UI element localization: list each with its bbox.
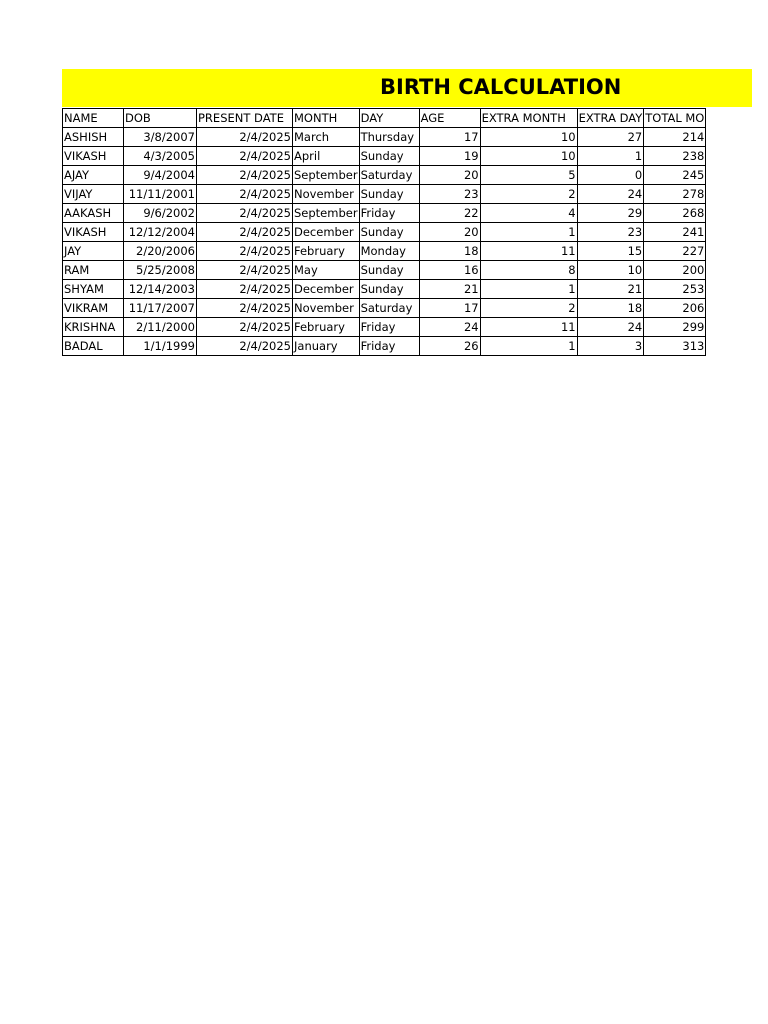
cell-extra-month[interactable]: 11 xyxy=(480,242,577,261)
cell-month[interactable]: September xyxy=(293,204,360,223)
cell-month[interactable]: February xyxy=(293,318,360,337)
table-row xyxy=(63,261,706,280)
cell-age[interactable]: 23 xyxy=(419,185,480,204)
table-row xyxy=(63,147,706,166)
cell-total-months[interactable]: 238 xyxy=(644,147,706,166)
cell-day[interactable]: Sunday xyxy=(359,261,419,280)
cell-age[interactable]: 17 xyxy=(419,128,480,147)
birth-table xyxy=(62,108,706,356)
cell-extra-month[interactable]: 8 xyxy=(480,261,577,280)
cell-extra-month[interactable]: 1 xyxy=(480,337,577,356)
table-row xyxy=(63,223,706,242)
cell-total-months[interactable]: 206 xyxy=(644,299,706,318)
header-row xyxy=(63,109,706,128)
cell-extra-month[interactable]: 10 xyxy=(480,128,577,147)
cell-day[interactable]: Friday xyxy=(359,337,419,356)
cell-total-months[interactable]: 299 xyxy=(644,318,706,337)
cell-extra-month[interactable]: 10 xyxy=(480,147,577,166)
cell-dob[interactable]: 12/14/2003 xyxy=(124,280,197,299)
cell-month[interactable]: February xyxy=(293,242,360,261)
cell-name[interactable]: KRISHNA xyxy=(63,318,124,337)
cell-present-date[interactable]: 2/4/2025 xyxy=(197,318,293,337)
cell-total-months[interactable]: 227 xyxy=(644,242,706,261)
cell-day[interactable]: Monday xyxy=(359,242,419,261)
cell-age[interactable]: 17 xyxy=(419,299,480,318)
cell-present-date[interactable]: 2/4/2025 xyxy=(197,280,293,299)
cell-age[interactable]: 20 xyxy=(419,223,480,242)
cell-day[interactable]: Sunday xyxy=(359,223,419,242)
cell-dob[interactable]: 5/25/2008 xyxy=(124,261,197,280)
cell-name[interactable]: AAKASH xyxy=(63,204,124,223)
table-row xyxy=(63,166,706,185)
cell-extra-day[interactable]: 23 xyxy=(577,223,644,242)
table-row xyxy=(63,185,706,204)
cell-dob[interactable]: 9/6/2002 xyxy=(124,204,197,223)
cell-extra-month[interactable]: 1 xyxy=(480,223,577,242)
table-row xyxy=(63,318,706,337)
cell-present-date[interactable]: 2/4/2025 xyxy=(197,261,293,280)
cell-extra-day[interactable]: 3 xyxy=(577,337,644,356)
column-header-present-date[interactable]: PRESENT DATE xyxy=(197,109,293,128)
cell-total-months[interactable]: 241 xyxy=(644,223,706,242)
cell-name[interactable]: RAM xyxy=(63,261,124,280)
cell-name[interactable]: VIKASH xyxy=(63,147,124,166)
cell-total-months[interactable]: 253 xyxy=(644,280,706,299)
cell-month[interactable]: September xyxy=(293,166,360,185)
cell-dob[interactable]: 11/17/2007 xyxy=(124,299,197,318)
cell-extra-day[interactable]: 1 xyxy=(577,147,644,166)
cell-name[interactable]: ASHISH xyxy=(63,128,124,147)
column-header-extra-day[interactable]: EXTRA DAY xyxy=(577,109,644,128)
column-header-dob[interactable]: DOB xyxy=(124,109,197,128)
cell-name[interactable]: VIJAY xyxy=(63,185,124,204)
cell-day[interactable]: Sunday xyxy=(359,280,419,299)
cell-day[interactable]: Saturday xyxy=(359,166,419,185)
cell-extra-month[interactable]: 11 xyxy=(480,318,577,337)
cell-present-date[interactable]: 2/4/2025 xyxy=(197,299,293,318)
cell-present-date[interactable]: 2/4/2025 xyxy=(197,337,293,356)
cell-present-date[interactable]: 2/4/2025 xyxy=(197,185,293,204)
cell-name[interactable]: VIKRAM xyxy=(63,299,124,318)
cell-present-date[interactable]: 2/4/2025 xyxy=(197,147,293,166)
cell-month[interactable]: March xyxy=(293,128,360,147)
cell-extra-month[interactable]: 1 xyxy=(480,280,577,299)
cell-extra-month[interactable]: 2 xyxy=(480,185,577,204)
cell-day[interactable]: Saturday xyxy=(359,299,419,318)
column-header-name[interactable]: NAME xyxy=(63,109,124,128)
cell-dob[interactable]: 12/12/2004 xyxy=(124,223,197,242)
cell-month[interactable]: December xyxy=(293,280,360,299)
sheet-title: BIRTH CALCULATION xyxy=(380,75,622,99)
cell-extra-day[interactable]: 27 xyxy=(577,128,644,147)
cell-dob[interactable]: 2/20/2006 xyxy=(124,242,197,261)
cell-present-date[interactable]: 2/4/2025 xyxy=(197,242,293,261)
cell-total-months[interactable]: 200 xyxy=(644,261,706,280)
cell-name[interactable]: VIKASH xyxy=(63,223,124,242)
cell-total-months[interactable]: 278 xyxy=(644,185,706,204)
cell-month[interactable]: December xyxy=(293,223,360,242)
table-row xyxy=(63,128,706,147)
cell-day[interactable]: Friday xyxy=(359,204,419,223)
cell-dob[interactable]: 11/11/2001 xyxy=(124,185,197,204)
cell-dob[interactable]: 1/1/1999 xyxy=(124,337,197,356)
cell-extra-month[interactable]: 4 xyxy=(480,204,577,223)
cell-present-date[interactable]: 2/4/2025 xyxy=(197,128,293,147)
cell-present-date[interactable]: 2/4/2025 xyxy=(197,166,293,185)
cell-total-months[interactable]: 268 xyxy=(644,204,706,223)
cell-present-date[interactable]: 2/4/2025 xyxy=(197,204,293,223)
cell-extra-day[interactable]: 15 xyxy=(577,242,644,261)
cell-age[interactable]: 21 xyxy=(419,280,480,299)
cell-extra-day[interactable]: 10 xyxy=(577,261,644,280)
cell-age[interactable]: 18 xyxy=(419,242,480,261)
cell-name[interactable]: AJAY xyxy=(63,166,124,185)
cell-day[interactable]: Sunday xyxy=(359,147,419,166)
cell-present-date[interactable]: 2/4/2025 xyxy=(197,223,293,242)
cell-extra-month[interactable]: 5 xyxy=(480,166,577,185)
cell-dob[interactable]: 9/4/2004 xyxy=(124,166,197,185)
cell-extra-day[interactable]: 24 xyxy=(577,185,644,204)
cell-extra-day[interactable]: 0 xyxy=(577,166,644,185)
table-row xyxy=(63,299,706,318)
cell-name[interactable]: JAY xyxy=(63,242,124,261)
table-row xyxy=(63,204,706,223)
cell-extra-month[interactable]: 2 xyxy=(480,299,577,318)
cell-name[interactable]: BADAL xyxy=(63,337,124,356)
cell-total-months[interactable]: 245 xyxy=(644,166,706,185)
cell-age[interactable]: 22 xyxy=(419,204,480,223)
cell-dob[interactable]: 2/11/2000 xyxy=(124,318,197,337)
column-header-age[interactable]: AGE xyxy=(419,109,480,128)
cell-extra-day[interactable]: 18 xyxy=(577,299,644,318)
cell-extra-day[interactable]: 21 xyxy=(577,280,644,299)
table-row xyxy=(63,337,706,356)
table-row xyxy=(63,242,706,261)
cell-dob[interactable]: 3/8/2007 xyxy=(124,128,197,147)
table-row xyxy=(63,280,706,299)
cell-age[interactable]: 24 xyxy=(419,318,480,337)
cell-extra-day[interactable]: 29 xyxy=(577,204,644,223)
cell-month[interactable]: November xyxy=(293,185,360,204)
cell-day[interactable]: Sunday xyxy=(359,185,419,204)
column-header-extra-month[interactable]: EXTRA MONTH xyxy=(480,109,577,128)
cell-age[interactable]: 26 xyxy=(419,337,480,356)
cell-extra-day[interactable]: 24 xyxy=(577,318,644,337)
cell-month[interactable]: May xyxy=(293,261,360,280)
cell-month[interactable]: January xyxy=(293,337,360,356)
cell-month[interactable]: November xyxy=(293,299,360,318)
cell-day[interactable]: Friday xyxy=(359,318,419,337)
cell-total-months[interactable]: 313 xyxy=(644,337,706,356)
column-header-day[interactable]: DAY xyxy=(359,109,419,128)
cell-day[interactable]: Thursday xyxy=(359,128,419,147)
column-header-total-months[interactable]: TOTAL MO xyxy=(644,109,706,128)
cell-age[interactable]: 16 xyxy=(419,261,480,280)
cell-name[interactable]: SHYAM xyxy=(63,280,124,299)
cell-month[interactable]: April xyxy=(293,147,360,166)
cell-dob[interactable]: 4/3/2005 xyxy=(124,147,197,166)
cell-age[interactable]: 19 xyxy=(419,147,480,166)
cell-age[interactable]: 20 xyxy=(419,166,480,185)
cell-total-months[interactable]: 214 xyxy=(644,128,706,147)
column-header-month[interactable]: MONTH xyxy=(293,109,360,128)
